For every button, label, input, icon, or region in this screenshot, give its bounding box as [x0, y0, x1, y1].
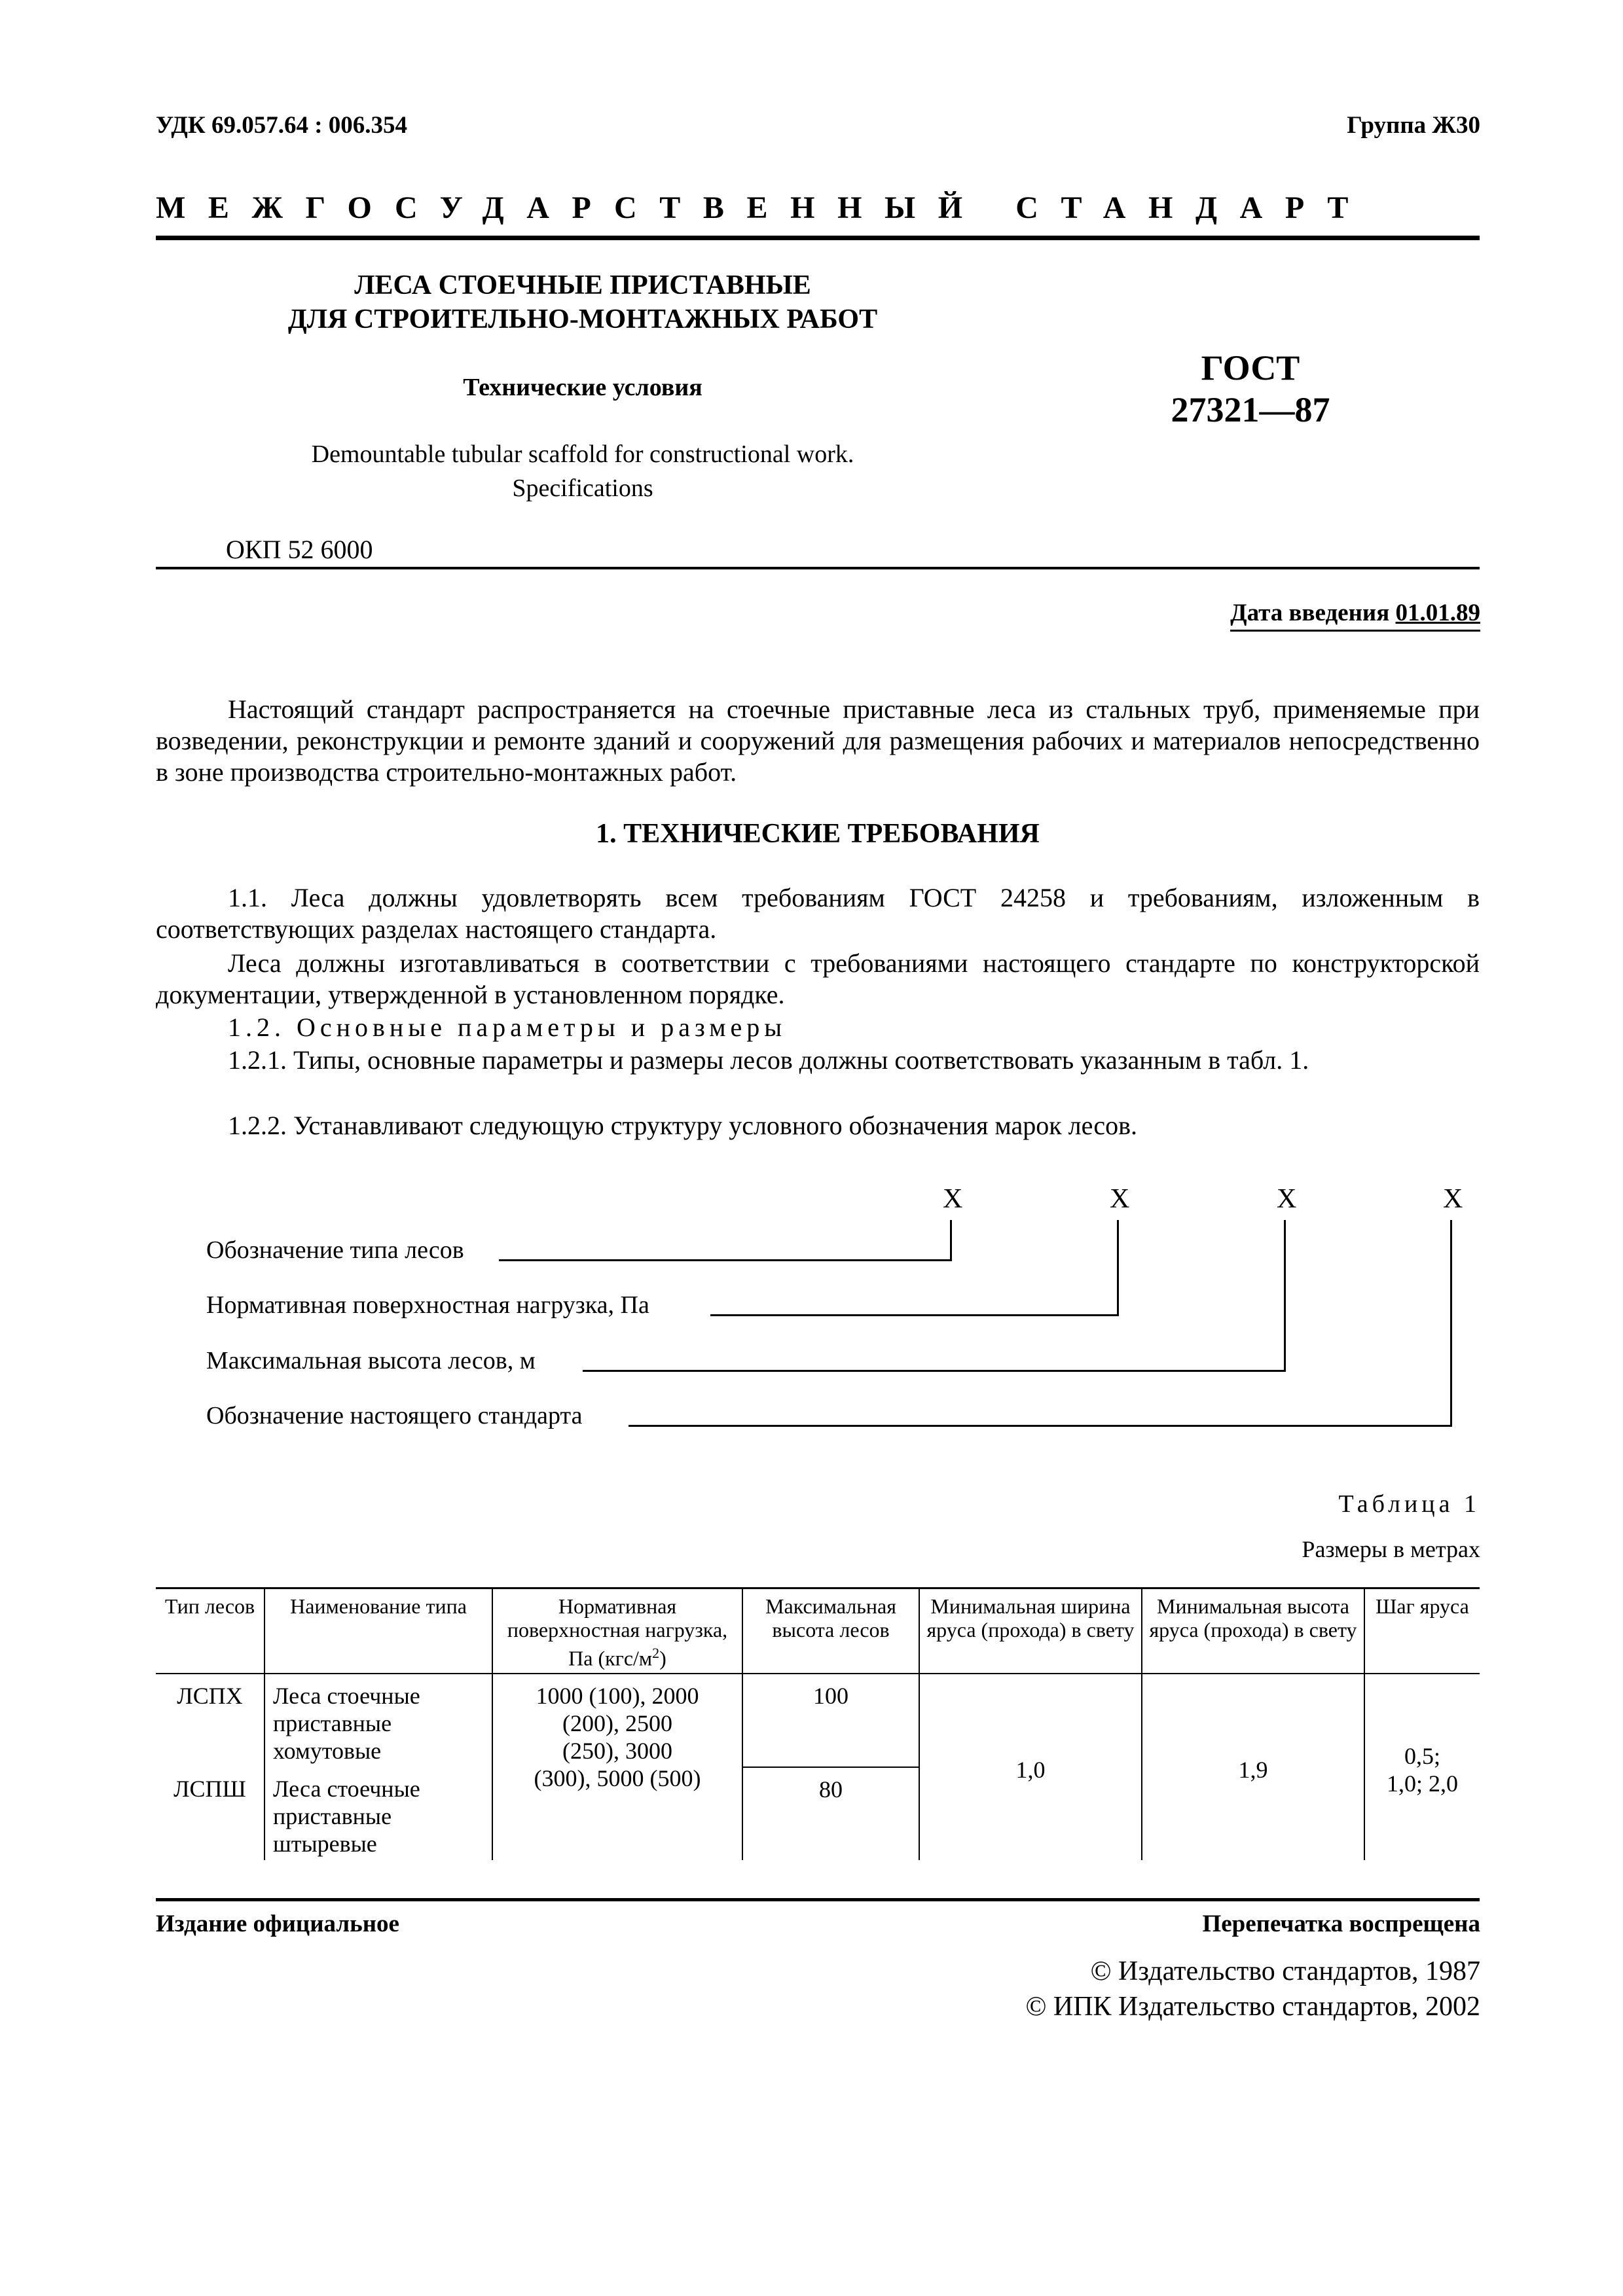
header-step: Шаг яруса	[1364, 1588, 1480, 1674]
section-heading: 1. ТЕХНИЧЕСКИЕ ТРЕБОВАНИЯ	[596, 819, 1040, 849]
diagram-label-standard: Обозначение настоящего стандарта	[206, 1402, 583, 1429]
gost-designation	[1087, 347, 1414, 431]
copyright-2002: © ИПК Издательство стандартов, 2002	[1025, 1992, 1480, 2022]
diagram-label-type: Обозначение типа лесов	[206, 1236, 464, 1264]
header-type: Тип лесов	[156, 1588, 264, 1674]
group-code: Группа Ж30	[1347, 112, 1480, 139]
table-header-row	[156, 1588, 1480, 1674]
title-line-2: ДЛЯ СТРОИТЕЛЬНО-МОНТАЖНЫХ РАБОТ	[287, 304, 878, 334]
okp-code: ОКП 52 6000	[226, 535, 373, 564]
english-title-line-2: Specifications	[512, 475, 653, 502]
cell-loads: 1000 (100), 2000 (200), 2500 (250), 3000 (300), 5000 (500)	[492, 1674, 742, 1860]
introduction-date	[1230, 599, 1480, 632]
leader-tick-4	[1450, 1220, 1452, 1427]
diagram-x-3: X	[1277, 1184, 1297, 1214]
cell-step: 0,5; 1,0; 2,0	[1364, 1674, 1480, 1860]
leader-line-1	[499, 1259, 952, 1261]
header-name: Наименование типа	[264, 1588, 492, 1674]
date-label: Дата введения	[1230, 600, 1390, 626]
leader-tick-2	[1117, 1220, 1119, 1316]
cell-name: Леса стоечные приставные хомутовые	[264, 1674, 492, 1767]
header-min-height: Минимальная высота яруса (прохода) в свету	[1142, 1588, 1364, 1674]
header-max-height: Максимальная высота лесов	[742, 1588, 919, 1674]
diagram-x-4: X	[1443, 1184, 1463, 1214]
cell-max-height: 80	[742, 1767, 919, 1860]
leader-tick-1	[950, 1220, 952, 1261]
english-title-line-1: Demountable tubular scaffold for constructional work.	[311, 440, 854, 468]
header-min-width: Минимальная ширина яруса (прохода) в свету	[919, 1588, 1142, 1674]
udk-code: УДК 69.057.64 : 006.354	[156, 112, 408, 139]
header-rule	[156, 236, 1480, 240]
paragraph-1-2-1: 1.2.1. Типы, основные параметры и размеры лесов должны соответствовать указанным в табл. 1.	[228, 1045, 1309, 1075]
paragraph-1-1: 1.1. Леса должны удовлетворять всем требованиям ГОСТ 24258 и требованиям, изложенным в соответствующих разделах настоящего стандарта.	[156, 883, 1480, 944]
gost-number: 27321—87	[1171, 390, 1330, 429]
standard-type: МЕЖГОСУДАРСТВЕННЫЙ СТАНДАРТ	[156, 190, 1371, 225]
cell-min-height: 1,9	[1142, 1674, 1364, 1860]
cell-min-width: 1,0	[919, 1674, 1142, 1860]
table-units: Размеры в метрах	[1302, 1536, 1480, 1562]
table-title: Таблица 1	[1338, 1490, 1480, 1518]
cell-type: ЛСПШ	[173, 1775, 246, 1802]
date-value: 01.01.89	[1395, 600, 1480, 626]
table-row	[156, 1674, 1480, 1767]
document-title	[190, 268, 976, 336]
title-line-1: ЛЕСА СТОЕЧНЫЕ ПРИСТАВНЫЕ	[354, 270, 811, 300]
okp-rule	[156, 567, 1480, 569]
english-title	[190, 437, 976, 505]
subtitle: Технические условия	[463, 374, 702, 401]
leader-line-4	[629, 1425, 1452, 1427]
parameters-table	[156, 1587, 1480, 1860]
cell-max-height: 100	[742, 1674, 919, 1767]
reprint-notice: Перепечатка воспрещена	[1202, 1910, 1480, 1937]
cell-name: Леса стоечные приставные штыревые	[264, 1767, 492, 1860]
diagram-label-load: Нормативная поверхностная нагрузка, Па	[206, 1291, 649, 1319]
paragraph-1-1-cont: Леса должны изготавливаться в соответствии с требованиями настоящего стандарте по конструкторской документации, утвержденной в установленном порядке.	[156, 948, 1480, 1009]
official-edition: Издание официальное	[156, 1910, 399, 1937]
leader-line-3	[583, 1370, 1286, 1372]
diagram-x-2: X	[1110, 1184, 1130, 1214]
leader-line-2	[710, 1314, 1119, 1316]
header-load: Нормативная поверхностная нагрузка, Па $(кгс/м^2)$	[492, 1588, 742, 1674]
paragraph-1-2-2: 1.2.2. Устанавливают следующую структуру условного обозначения марок лесов.	[228, 1111, 1138, 1140]
intro-paragraph: Настоящий стандарт распространяется на стоечные приставные леса из стальных труб, применяемые при возведении, реконструкции и ремонте зданий и сооружений для размещения рабочих и материалов непосредственно в зоне производства строительно-монтажных работ.	[156, 694, 1480, 787]
copyright-1987: © Издательство стандартов, 1987	[1090, 1956, 1480, 1986]
gost-label: ГОСТ	[1201, 348, 1300, 387]
leader-tick-3	[1284, 1220, 1286, 1372]
cell-type: ЛСПХ	[177, 1682, 243, 1709]
paragraph-1-2: 1.2. Основные параметры и размеры	[228, 1013, 787, 1042]
footer-rule	[156, 1898, 1480, 1901]
diagram-x-1: X	[943, 1184, 963, 1214]
diagram-label-height: Максимальная высота лесов, м	[206, 1347, 536, 1374]
